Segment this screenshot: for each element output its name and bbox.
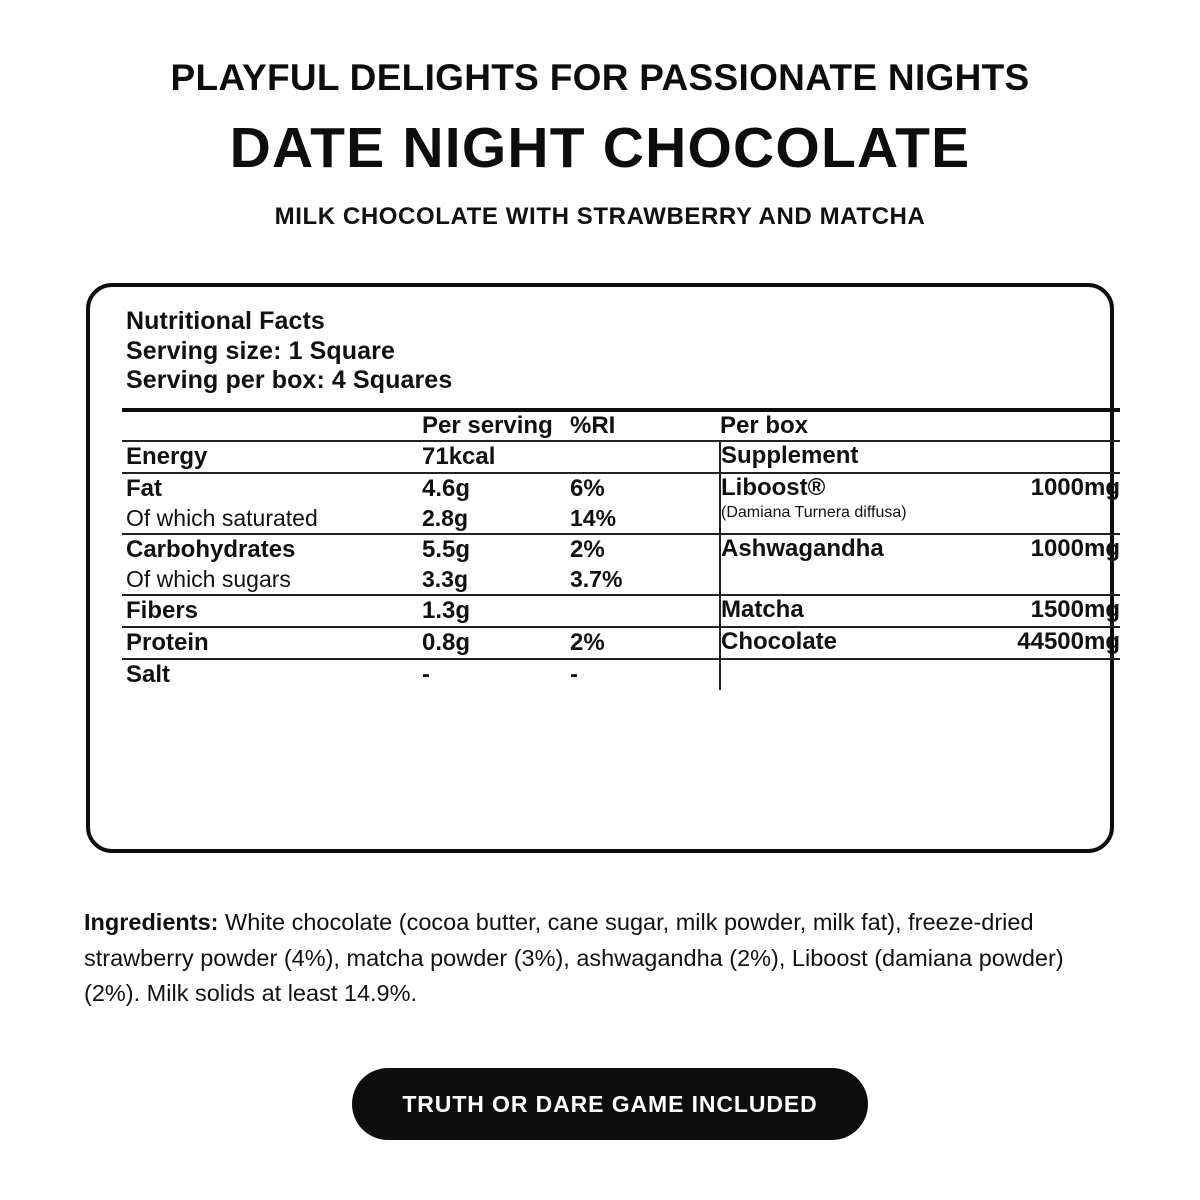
supplement-column-header: Supplement — [720, 441, 970, 473]
table-row — [122, 627, 1120, 659]
eyebrow-text: PLAYFUL DELIGHTS FOR PASSIONATE NIGHTS — [170, 57, 1030, 98]
supplement-name-matcha: Matcha — [720, 595, 970, 627]
nutrient-per-serving-fibers: 1.3g — [422, 595, 570, 627]
ingredients-paragraph — [84, 905, 1119, 1012]
supplement-amount-chocolate: 44500mg — [970, 627, 1120, 659]
supplement-empty-cell — [720, 659, 970, 690]
serving-per-box: Serving per box: 4 Squares — [126, 366, 453, 394]
nutrient-sublabel-sugars: Of which sugars — [126, 566, 291, 593]
value-carbs-ri: 2% — [570, 536, 605, 564]
nutrient-per-serving-protein: 0.8g — [422, 627, 570, 659]
nutrient-per-serving-fat — [422, 473, 570, 534]
supplement-amount-liboost: 1000mg — [970, 473, 1120, 534]
nutrient-name-protein: Protein — [122, 627, 422, 659]
column-header-name — [122, 410, 422, 442]
supplement-amount-matcha: 1500mg — [970, 595, 1120, 627]
ingredients-label: Ingredients: — [84, 909, 219, 935]
value-sugars-ri: 3.7% — [570, 566, 623, 593]
nutrient-ri-energy — [570, 441, 720, 473]
value-fat-ri: 6% — [570, 475, 605, 503]
table-row — [122, 441, 1120, 473]
page-title: DATE NIGHT CHOCOLATE — [229, 115, 971, 180]
supplement-empty-value — [970, 659, 1120, 690]
supplement-amount-ashwagandha: 1000mg — [970, 534, 1120, 595]
nutrient-ri-fibers — [570, 595, 720, 627]
product-subtitle: MILK CHOCOLATE WITH STRAWBERRY AND MATCHA — [274, 202, 926, 230]
nutrient-per-serving-salt: - — [422, 659, 570, 690]
nutrition-facts-card — [86, 283, 1120, 853]
nutrient-name-salt: Salt — [122, 659, 422, 690]
supplement-latin-liboost: (Damiana Turnera diffusa) — [721, 504, 907, 522]
value-carbs-per-serving: 5.5g — [422, 536, 471, 564]
supplement-name-ashwagandha: Ashwagandha — [720, 534, 970, 595]
nutrient-label-carbohydrates: Carbohydrates — [126, 536, 296, 564]
supplement-name-chocolate: Chocolate — [720, 627, 970, 659]
table-row — [122, 659, 1120, 690]
supplement-column-header-value — [970, 441, 1120, 473]
ingredients-text: White chocolate (cocoa butter, cane sugar, milk powder, milk fat), freeze-dried strawberry powder (4%), matcha powder (3%), ashwagandha (2%), Liboost (damiana powder) (2%). Milk solids at least 14.9%. — [84, 909, 1064, 1007]
nutrition-table — [122, 408, 1120, 690]
table-row — [122, 595, 1120, 627]
table-row — [122, 534, 1120, 595]
nutrient-name-carbohydrates — [122, 534, 422, 595]
nutrient-ri-carbohydrates — [570, 534, 720, 595]
value-saturated-per-serving: 2.8g — [422, 505, 469, 532]
column-header-per-serving: Per serving — [422, 410, 570, 442]
nutrient-name-fat — [122, 473, 422, 534]
nutrient-name-fibers: Fibers — [122, 595, 422, 627]
value-sugars-per-serving: 3.3g — [422, 566, 469, 593]
nutrient-label-fat: Fat — [126, 475, 162, 503]
column-header-ri: %RI — [570, 410, 720, 442]
table-header-row — [122, 410, 1120, 442]
nutrient-per-serving-energy: 71kcal — [422, 441, 570, 473]
table-row — [122, 473, 1120, 534]
nutrient-name-energy: Energy — [122, 441, 422, 473]
serving-size: Serving size: 1 Square — [126, 336, 395, 365]
nutrition-facts-heading-block — [122, 307, 1080, 396]
nutrition-facts-title: Nutritional Facts — [126, 307, 325, 335]
nutrient-ri-salt: - — [570, 659, 720, 690]
value-saturated-ri: 14% — [570, 505, 617, 532]
nutrient-per-serving-carbohydrates — [422, 534, 570, 595]
supplement-label-liboost: Liboost® — [721, 474, 826, 502]
supplement-name-liboost — [720, 473, 970, 534]
header — [0, 0, 1200, 231]
column-header-per-box: Per box — [720, 410, 1120, 442]
nutrient-sublabel-saturated: Of which saturated — [126, 505, 318, 532]
nutrient-ri-protein: 2% — [570, 627, 720, 659]
value-fat-per-serving: 4.6g — [422, 475, 471, 503]
nutrient-ri-fat — [570, 473, 720, 534]
truth-or-dare-button[interactable]: TRUTH OR DARE GAME INCLUDED — [352, 1068, 868, 1140]
